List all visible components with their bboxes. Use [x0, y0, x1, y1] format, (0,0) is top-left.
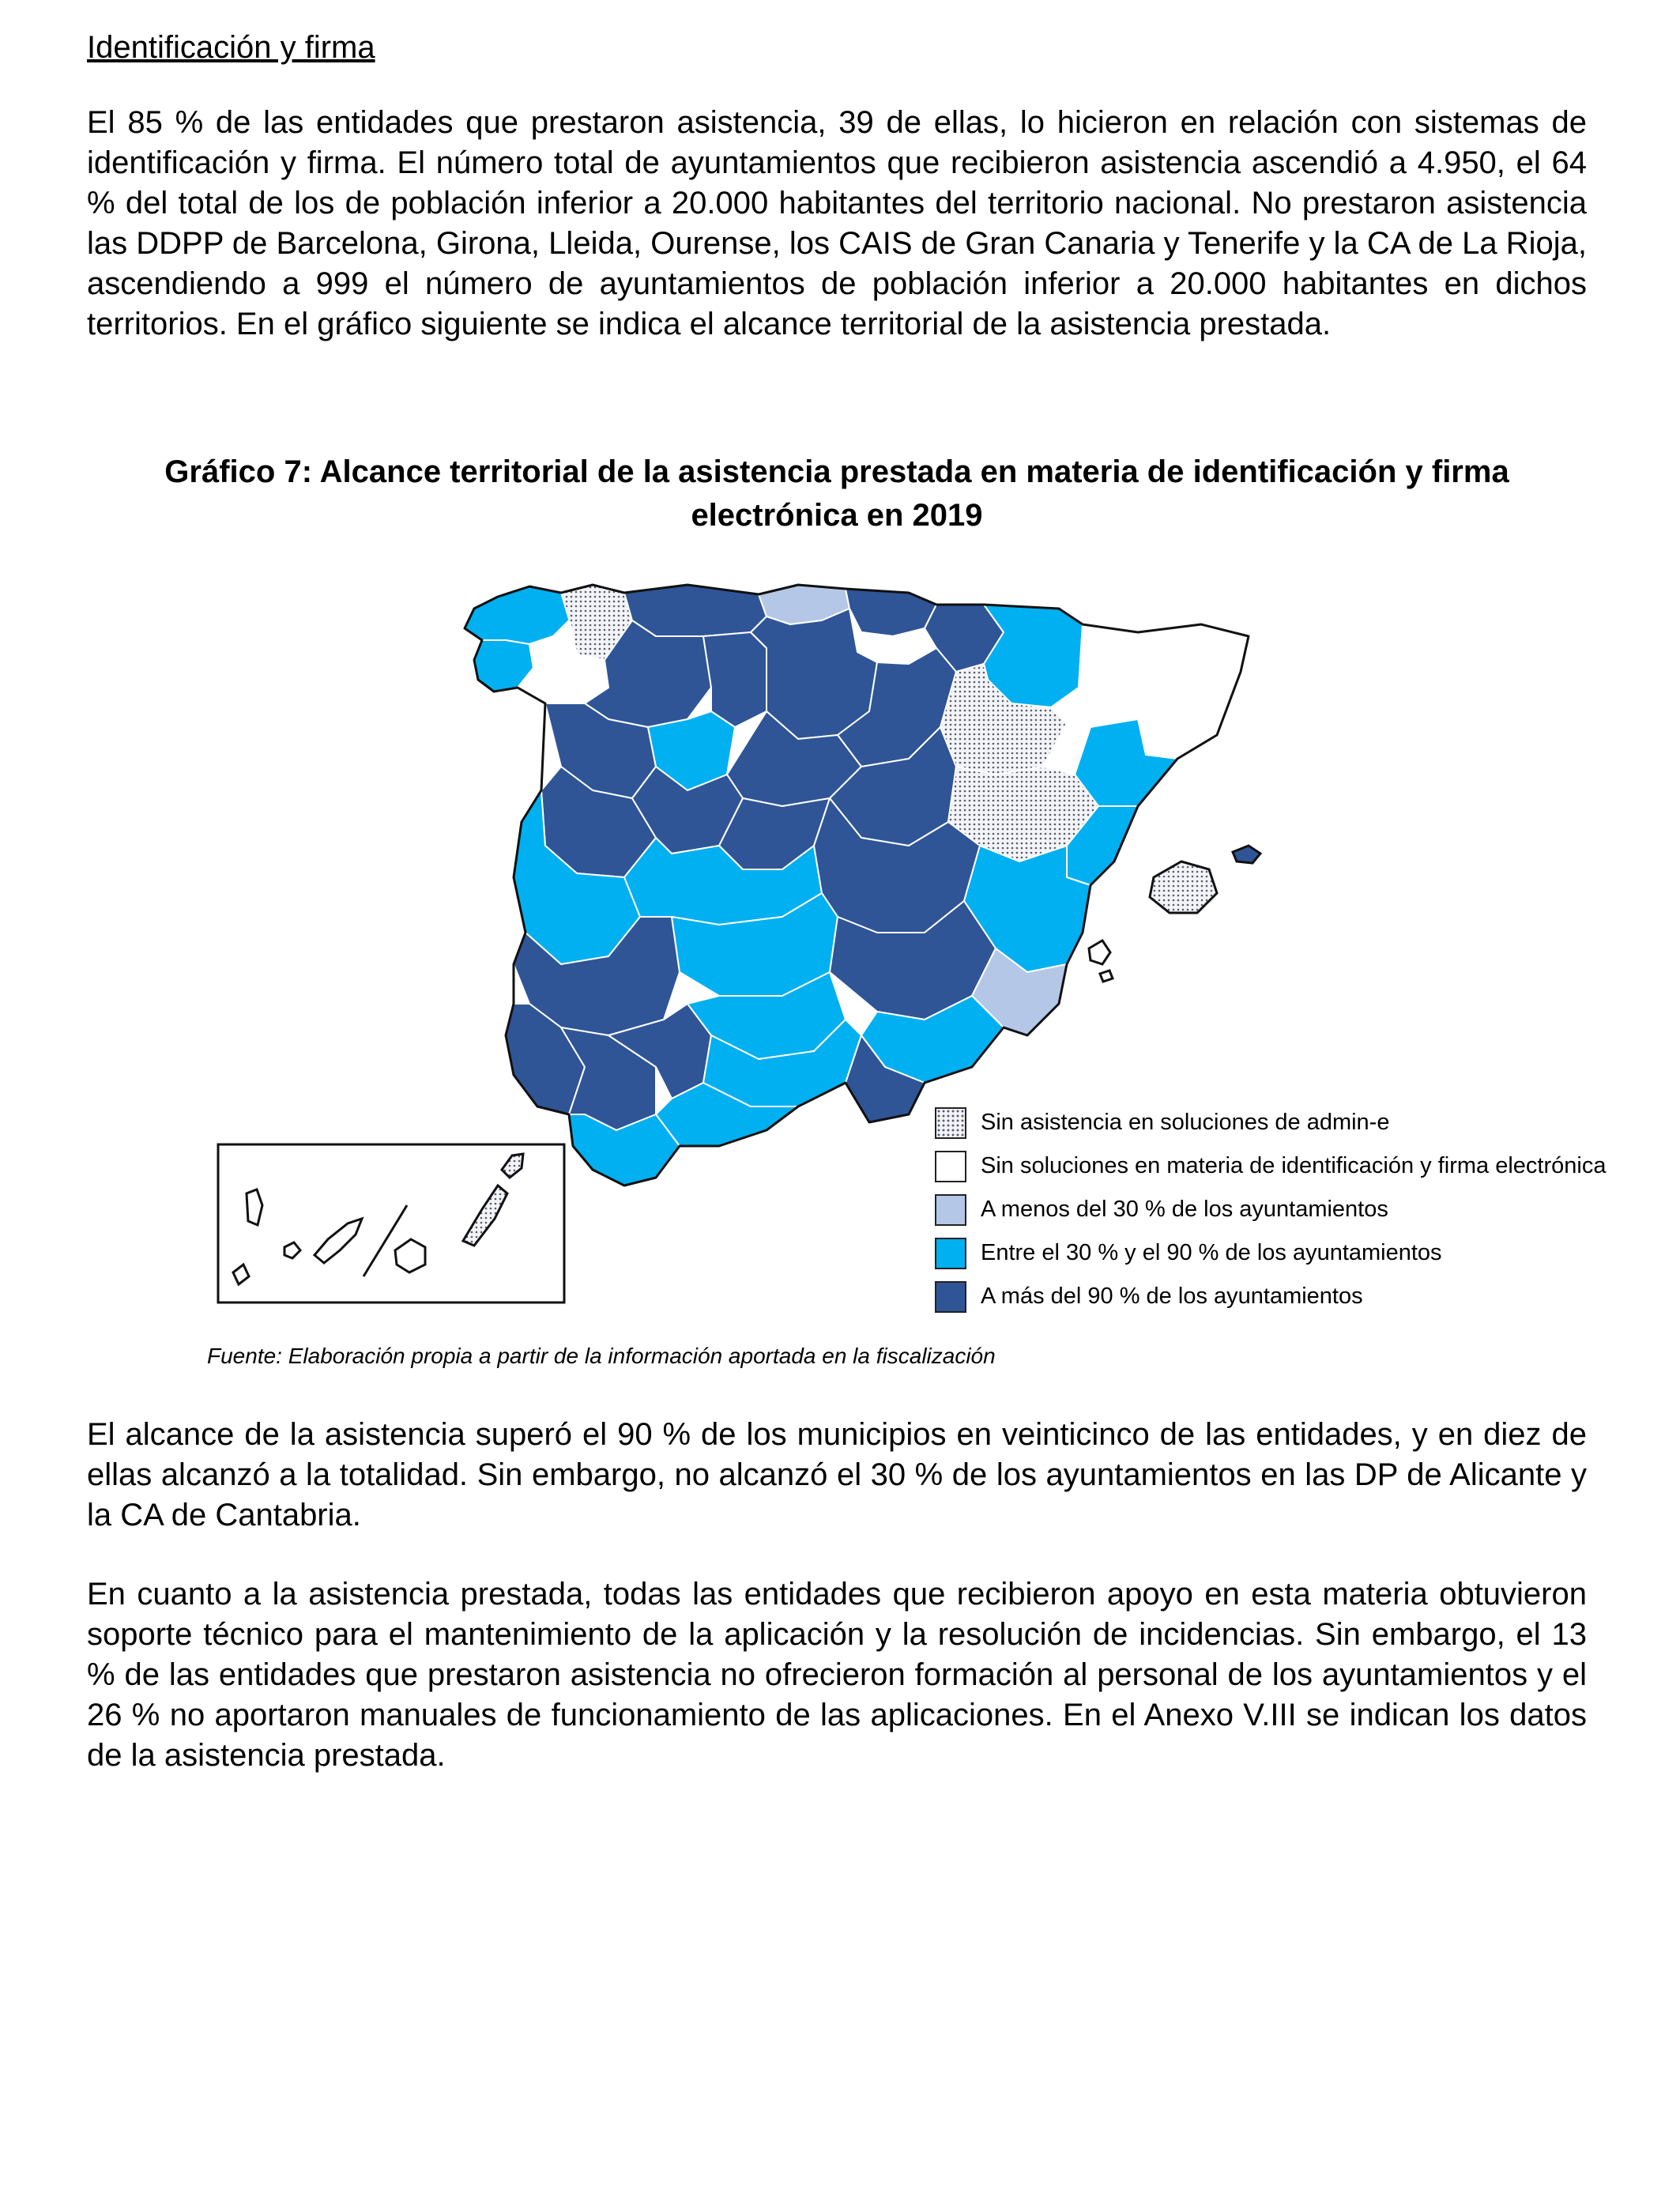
island-formentera: [1100, 971, 1113, 982]
support-paragraph: En cuanto a la asistencia prestada, todas las entidades que recibieron apoyo en esta materia obtuvieron soporte técnico para el mantenimiento de la aplicación y la resolución de incidencias. Sin embargo, el 13 % de las entidades que prestaron asistencia no ofrecieron formación al personal de los ayuntamientos y el 26 % no aportaron manuales de funcionamiento de las aplicaciones. En el Anexo V.III se indican los datos de la asistencia prestada.: [87, 1577, 1587, 1773]
island-ibiza: [1089, 941, 1110, 964]
legend-item: [935, 1144, 1670, 1188]
legend-label: A más del 90 % de los ayuntamientos: [981, 1284, 1363, 1309]
legend-item: [935, 1231, 1670, 1275]
map-legend: [935, 1101, 1670, 1318]
intro-paragraph: El 85 % de las entidades que prestaron asistencia, 39 de ellas, lo hicieron en relación con sistemas de identificación y firma. El número total de ayuntamientos que recibieron asistencia ascendió a 4.950, el 64 % del total de los de población inferior a 20.000 habitantes del territorio nacional. No prestaron asistencia las DDPP de Barcelona, Girona, Lleida, Ourense, los CAIS de Gran Canaria y Tenerife y la CA de La Rioja, ascendiendo a 999 el número de ayuntamientos de población inferior a 20.000 habitantes en dichos territorios. En el gráfico siguiente se indica el alcance territorial de la asistencia prestada.: [87, 105, 1587, 341]
legend-item: [935, 1188, 1670, 1231]
legend-label: Entre el 30 % y el 90 % de los ayuntamientos: [981, 1240, 1442, 1265]
legend-label: Sin soluciones en materia de identificación y firma electrónica: [981, 1153, 1607, 1178]
figure-source: Fuente: Elaboración propia a partir de la información aportada en la fiscalización: [207, 1344, 996, 1368]
section-heading: Identificación y firma: [87, 30, 375, 65]
legend-swatch: [935, 1151, 966, 1182]
legend-label: A menos del 30 % de los ayuntamientos: [981, 1197, 1388, 1222]
island-mallorca: [1150, 861, 1217, 913]
region-a-coruna: [465, 586, 573, 644]
legend-item: [935, 1101, 1670, 1144]
legend-swatch: [935, 1238, 966, 1269]
legend-swatch: [935, 1281, 966, 1313]
legend-label: Sin asistencia en soluciones de admin-e: [981, 1110, 1390, 1135]
island-menorca: [1233, 846, 1260, 863]
figure-title-line2: electrónica en 2019: [691, 498, 983, 533]
legend-item: [935, 1275, 1670, 1318]
figure-title-line1: Gráfico 7: Alcance territorial de la asistencia prestada en materia de identificación y firma: [164, 454, 1509, 489]
figure-title: [87, 450, 1587, 537]
legend-swatch: [935, 1194, 966, 1226]
legend-swatch-dotted: [935, 1107, 966, 1139]
results-paragraph: El alcance de la asistencia superó el 90 % de los municipios en veinticinco de las entidades, y en diez de ellas alcanzó a la totalidad. Sin embargo, no alcanzó el 30 % de los ayuntamientos en las DP de Alicante y la CA de Cantabria.: [87, 1417, 1587, 1532]
